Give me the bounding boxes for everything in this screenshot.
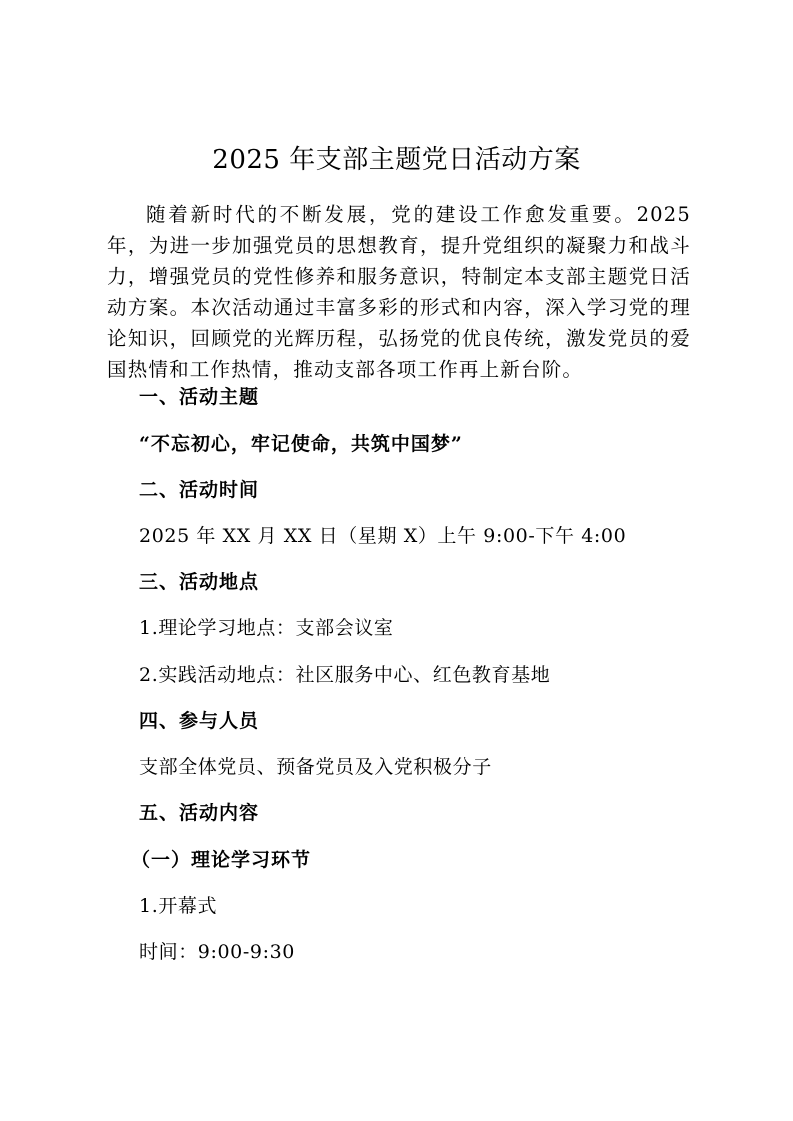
- theme-heading: 一、活动主题: [139, 386, 260, 408]
- participants-text: 支部全体党员、预备党员及入党积极分子: [139, 756, 492, 778]
- location-heading: 三、活动地点: [139, 571, 260, 593]
- opening-time: 时间：9:00-9:30: [139, 941, 295, 963]
- content-sub-heading: （一）理论学习环节: [131, 849, 312, 871]
- location-item-2: 2.实践活动地点：社区服务中心、红色教育基地: [139, 664, 551, 686]
- theme-text: “不忘初心，牢记使命，共筑中国梦”: [139, 433, 463, 455]
- document-title: 2025 年支部主题党日活动方案: [212, 145, 581, 175]
- intro-paragraph: 随着新时代的不断发展，党的建设工作愈发重要。2025年，为进一步加强党员的思想教育，提升党组织的凝聚力和战斗力，增强党员的党性修养和服务意识，特制定本支部主题党日活动方案。本次活动通过丰富多彩的形式和内容，深入学习党的理论知识，回顾党的光辉历程，弘扬党的优良传统，激发党员的爱国热情和工作热情，推动支部各项工作再上新台阶。: [107, 203, 691, 381]
- time-text: 2025 年 XX 月 XX 日（星期 X）上午 9:00-下午 4:00: [139, 525, 627, 547]
- time-heading: 二、活动时间: [139, 479, 260, 501]
- location-item-1: 1.理论学习地点：支部会议室: [139, 617, 394, 639]
- opening-item: 1.开幕式: [139, 895, 218, 917]
- participants-heading: 四、参与人员: [139, 710, 260, 732]
- content-heading: 五、活动内容: [139, 802, 260, 824]
